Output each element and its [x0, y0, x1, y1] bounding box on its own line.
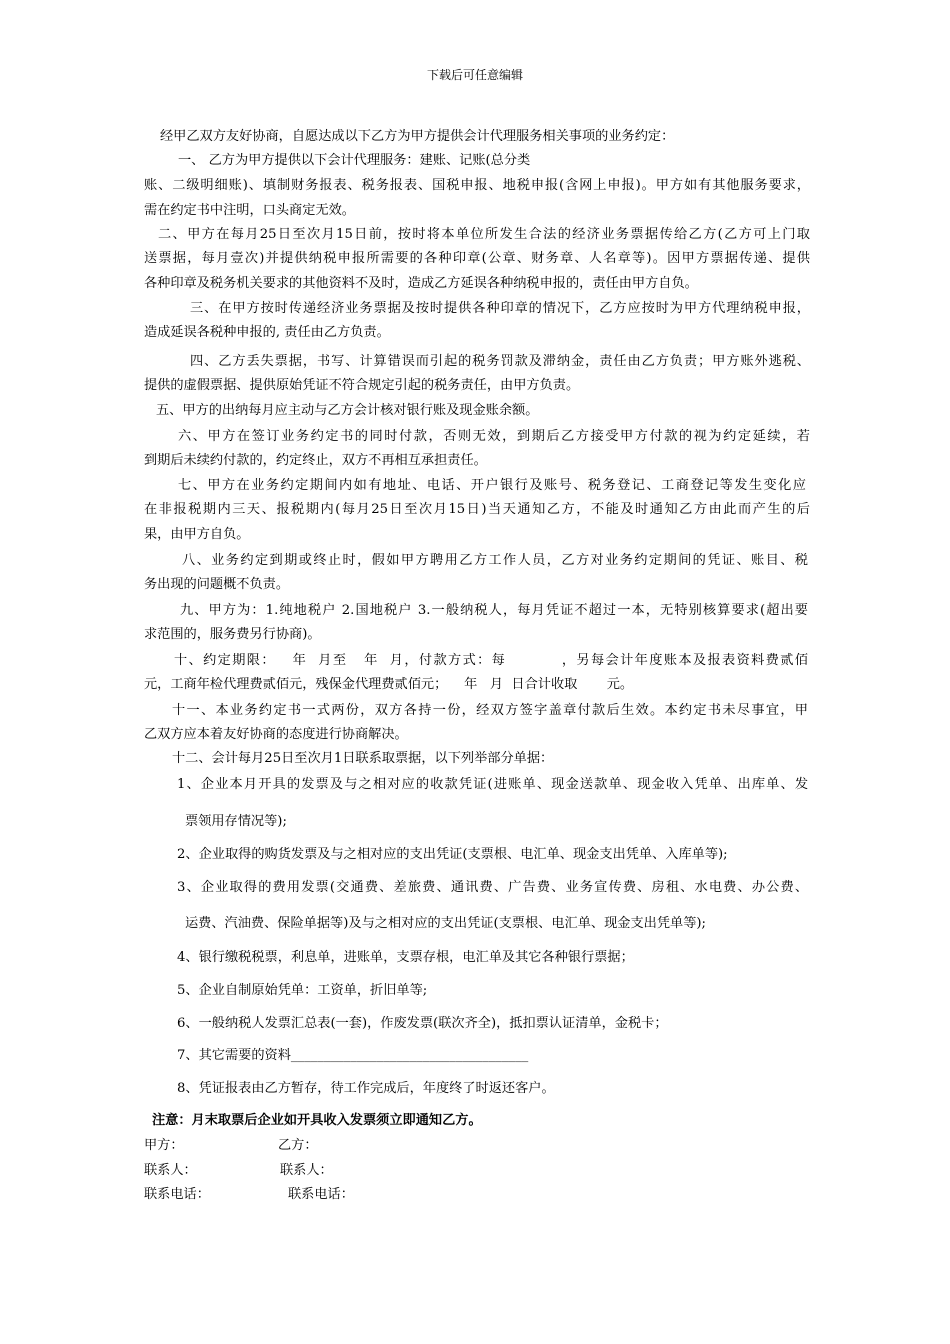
- contact-a-label: 联系人：: [144, 1163, 197, 1178]
- list-item-5: 5、企业自制原始凭单：工资单，折旧单等;: [177, 983, 428, 998]
- phone-a-label: 联系电话：: [144, 1187, 210, 1202]
- clause-8-line: 八、业务约定到期或终止时，假如甲方聘用乙方工作人员，乙方对业务约定期间的凭证、账目、税: [182, 553, 808, 568]
- list-item-2: 2、企业取得的购货发票及与之相对应的支出凭证(支票根、电汇单、现金支出凭单、入库单等);: [177, 847, 728, 862]
- list-item-1: 1、企业本月开具的发票及与之相对应的收款凭证(进账单、现金送款单、现金收入凭单、出库单、发: [177, 777, 808, 792]
- list-item-3: 3、企业取得的费用发票(交通费、差旅费、通讯费、广告费、业务宣传费、房租、水电费、办公费、: [177, 880, 809, 895]
- notice-text: 注意：月末取票后企业如开具收入发票须立即通知乙方。: [152, 1113, 482, 1128]
- clause-2-line: 二、甲方在每月25日至次月15日前，按时将本单位所发生合法的经济业务票据传给乙方(乙方可上门取: [158, 227, 810, 242]
- party-a-label: 甲方：: [144, 1138, 184, 1153]
- clause-10-line: 元，工商年检代理费贰佰元，残保金代理费贰佰元； 年 月 日合计收取 元。: [144, 677, 634, 692]
- intro-paragraph: 经甲乙双方友好协商，自愿达成以下乙方为甲方提供会计代理服务相关事项的业务约定：: [160, 129, 675, 144]
- clause-6-line: 六、甲方在签订业务约定书的同时付款，否则无效，到期后乙方接受甲方付款的视为约定延续，若: [178, 429, 810, 444]
- clause-11-line: 乙双方应本着友好协商的态度进行协商解决。: [144, 727, 408, 742]
- clause-11-line: 十一、本业务约定书一式两份，双方各持一份，经双方签字盖章付款后生效。本约定书未尽事宜，甲: [172, 703, 808, 718]
- clause-7-line: 在非报税期内三天、报税期内(每月25日至次月15日)当天通知乙方，不能及时通知乙方由此而产生的后: [144, 502, 810, 517]
- list-item-8: 8、凭证报表由乙方暂存，待工作完成后，年度终了时返还客户。: [177, 1081, 555, 1096]
- clause-2-line: 各种印章及税务机关要求的其他资料不及时，造成乙方延误各种纳税申报的，责任由甲方自负。: [144, 276, 698, 291]
- clause-9-line: 求范围的，服务费另行协商)。: [144, 627, 321, 642]
- clause-3-line: 造成延误各税种申报的, 责任由乙方负责。: [144, 325, 390, 340]
- clause-9-line: 九、甲方为：1.纯地税户 2.国地税户 3.一般纳税人，每月凭证不超过一本，无特别核算要求(超出要: [180, 603, 808, 618]
- clause-8-line: 务出现的问题概不负责。: [144, 577, 290, 592]
- clause-3-line: 三、在甲方按时传递经济业务票据及按时提供各种印章的情况下，乙方应按时为甲方代理纳税申报，: [190, 301, 810, 316]
- clause-7-line: 果，由甲方自负。: [144, 527, 250, 542]
- clause-6-line: 到期后未续约付款的，约定终止，双方不再相互承担责任。: [144, 453, 487, 468]
- clause-12-line: 十二、会计每月25日至次月1日联系取票据，以下列举部分单据：: [172, 751, 554, 766]
- list-item-7: 7、其它需要的资料____________________________________: [177, 1048, 529, 1063]
- party-b-label: 乙方：: [278, 1138, 318, 1153]
- clause-5-line: 五、甲方的出纳每月应主动与乙方会计核对银行账及现金账余额。: [156, 403, 539, 418]
- clause-7-line: 七、甲方在业务约定期间内如有地址、电话、开户银行及账号、税务登记、工商登记等发生变化应: [178, 478, 806, 493]
- clause-4-line: 四、乙方丢失票据，书写、计算错误而引起的税务罚款及滞纳金，责任由乙方负责；甲方账外逃税、: [190, 354, 810, 369]
- clause-1-line: 一、 乙方为甲方提供以下会计代理服务：建账、记账(总分类: [178, 153, 531, 168]
- clause-10-line: 十、约定期限： 年 月至 年 月，付款方式：每 ，另每会计年度账本及报表资料费贰佰: [174, 653, 808, 668]
- page-header: 下载后可任意编辑: [426, 68, 523, 82]
- list-item-4: 4、银行缴税税票，利息单，进账单，支票存根，电汇单及其它各种银行票据；: [177, 950, 634, 965]
- clause-4-line: 提供的虚假票据、提供原始凭证不符合规定引起的税务责任，由甲方负责。: [144, 378, 580, 393]
- clause-1-line: 账、二级明细账)、填制财务报表、税务报表、国税申报、地税申报(含网上申报)。甲方如有其他服务要求，: [144, 178, 810, 193]
- list-item-3-cont: 运费、汽油费、保险单据等)及与之相对应的支出凭证(支票根、电汇单、现金支出凭单等);: [185, 916, 706, 931]
- phone-b-label: 联系电话：: [288, 1187, 354, 1202]
- clause-2-line: 送票据，每月壹次)并提供纳税申报所需要的各种印章(公章、财务章、人名章等)。因甲方票据传递、提供: [144, 251, 810, 266]
- list-item-1-cont: 票领用存情况等);: [185, 814, 287, 829]
- list-item-6: 6、一般纳税人发票汇总表(一套)，作废发票(联次齐全)，抵扣票认证清单，金税卡；: [177, 1016, 668, 1031]
- clause-1-line: 需在约定书中注明，口头商定无效。: [144, 203, 355, 218]
- contact-b-label: 联系人：: [280, 1163, 333, 1178]
